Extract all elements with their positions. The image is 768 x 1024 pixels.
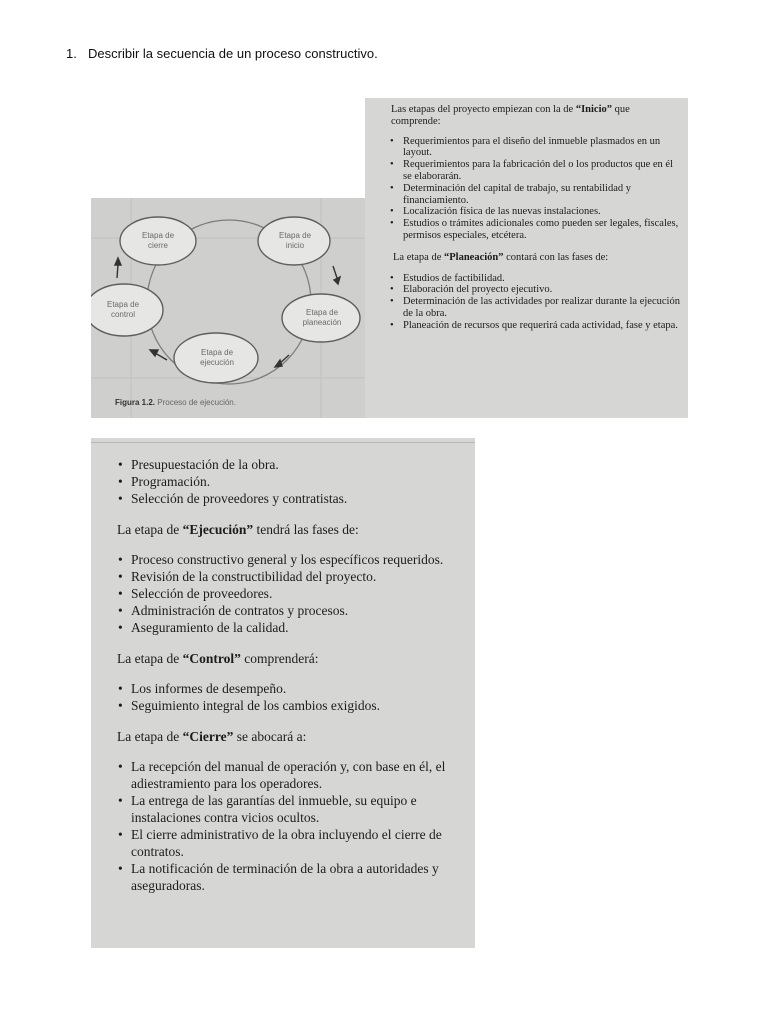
inicio-intro-tail: que comprende: — [391, 104, 630, 127]
planeacion-heading-tail: contará con las fases de: — [503, 251, 609, 263]
process-cycle-figure — [91, 198, 365, 418]
ejecucion-heading-text: La etapa de — [117, 522, 183, 537]
control-heading-tail: comprenderá: — [240, 651, 319, 666]
node-planeacion-label: Etapa de planeación — [302, 308, 342, 327]
list-item: • Administración de contratos y procesos. — [117, 602, 459, 619]
arrow-head-3 — [150, 350, 158, 356]
node-cierre-label: Etapa de cierre — [141, 231, 175, 250]
planeacion-heading-bold: “Planeación” — [444, 251, 504, 263]
list-item: • Proceso constructivo general y los específicos requeridos. — [117, 551, 459, 568]
inicio-intro-bold: “Inicio” — [575, 104, 613, 115]
node-control-label: Etapa de control — [106, 300, 140, 319]
node-inicio-label: Etapa de inicio — [278, 231, 312, 250]
ejecucion-heading — [117, 521, 459, 538]
cierre-heading-tail: se abocará a: — [233, 729, 307, 744]
question-text: Describir la secuencia de un proceso constructivo. — [88, 46, 378, 61]
planeacion-heading — [369, 252, 681, 264]
list-item: • Seguimiento integral de los cambios exigidos. — [117, 697, 459, 714]
cierre-heading-bold: “Cierre” — [182, 729, 234, 744]
list-item: • Los informes de desempeño. — [117, 680, 459, 697]
list-item: • La recepción del manual de operación y, con base en él, el adiestramiento para los operadores. — [117, 758, 459, 792]
list-item: • Requerimientos para el diseño del inmueble plasmados en un layout. — [389, 136, 681, 160]
node-ejecucion-label: Etapa de ejecución — [200, 348, 234, 367]
planeacion-list — [389, 273, 681, 332]
book-scan-inicio-planeacion — [365, 98, 688, 418]
cierre-list — [117, 758, 459, 894]
inicio-intro — [369, 104, 681, 128]
list-item: • Determinación de las actividades por realizar durante la ejecución de la obra. — [389, 296, 681, 320]
inicio-list — [389, 136, 681, 242]
figure-caption-text: Proceso de ejecución. — [157, 398, 236, 407]
list-item: • Elaboración del proyecto ejecutivo. — [389, 284, 681, 296]
list-item: • Determinación del capital de trabajo, su rentabilidad y financiamiento. — [389, 183, 681, 207]
control-heading-text: La etapa de — [117, 651, 183, 666]
planeacion-heading-text: La etapa de — [393, 251, 445, 263]
scan-top-edge — [91, 438, 475, 443]
list-item: • Localización física de las nuevas instalaciones. — [389, 206, 681, 218]
ejecucion-heading-tail: tendrá las fases de: — [253, 522, 359, 537]
list-item: • La entrega de las garantías del inmueble, su equipo e instalaciones contra vicios ocultos. — [117, 792, 459, 826]
list-item: • Selección de proveedores y contratistas. — [117, 490, 459, 507]
planeacion-continued-list — [117, 456, 459, 507]
inicio-intro-text: Las etapas del proyecto empiezan con la de — [391, 104, 576, 115]
arrow-head-1 — [334, 277, 340, 284]
figure-caption-label: Figura 1.2. — [115, 398, 156, 407]
list-item: • Planeación de recursos que requerirá cada actividad, fase y etapa. — [389, 320, 681, 332]
list-item: • Requerimientos para la fabricación del o los productos que en él se elaborarán. — [389, 159, 681, 183]
question-heading — [66, 46, 378, 61]
control-heading — [117, 650, 459, 667]
list-item: • El cierre administrativo de la obra incluyendo el cierre de contratos. — [117, 826, 459, 860]
list-item: • Programación. — [117, 473, 459, 490]
figure-caption — [115, 398, 236, 407]
list-item: • Selección de proveedores. — [117, 585, 459, 602]
question-number: 1. — [66, 46, 77, 61]
ejecucion-heading-bold: “Ejecución” — [182, 522, 254, 537]
book-scan-ejecucion-control-cierre — [91, 438, 475, 948]
arrow-control-cierre — [117, 264, 118, 278]
list-item: • Presupuestación de la obra. — [117, 456, 459, 473]
control-heading-bold: “Control” — [182, 651, 241, 666]
ejecucion-list — [117, 551, 459, 636]
arrow-head-2 — [275, 360, 282, 367]
arrow-head-4 — [115, 258, 121, 265]
cierre-heading — [117, 728, 459, 745]
control-list — [117, 680, 459, 714]
list-item: • La notificación de terminación de la obra a autoridades y aseguradoras. — [117, 860, 459, 894]
cierre-heading-text: La etapa de — [117, 729, 183, 744]
arrow-inicio-planeacion — [333, 266, 337, 278]
list-item: • Estudios o trámites adicionales como pueden ser legales, fiscales, permisos especiales, etcétera. — [389, 218, 681, 242]
list-item: • Revisión de la constructibilidad del proyecto. — [117, 568, 459, 585]
list-item: • Estudios de factibilidad. — [389, 273, 681, 285]
list-item: • Aseguramiento de la calidad. — [117, 619, 459, 636]
